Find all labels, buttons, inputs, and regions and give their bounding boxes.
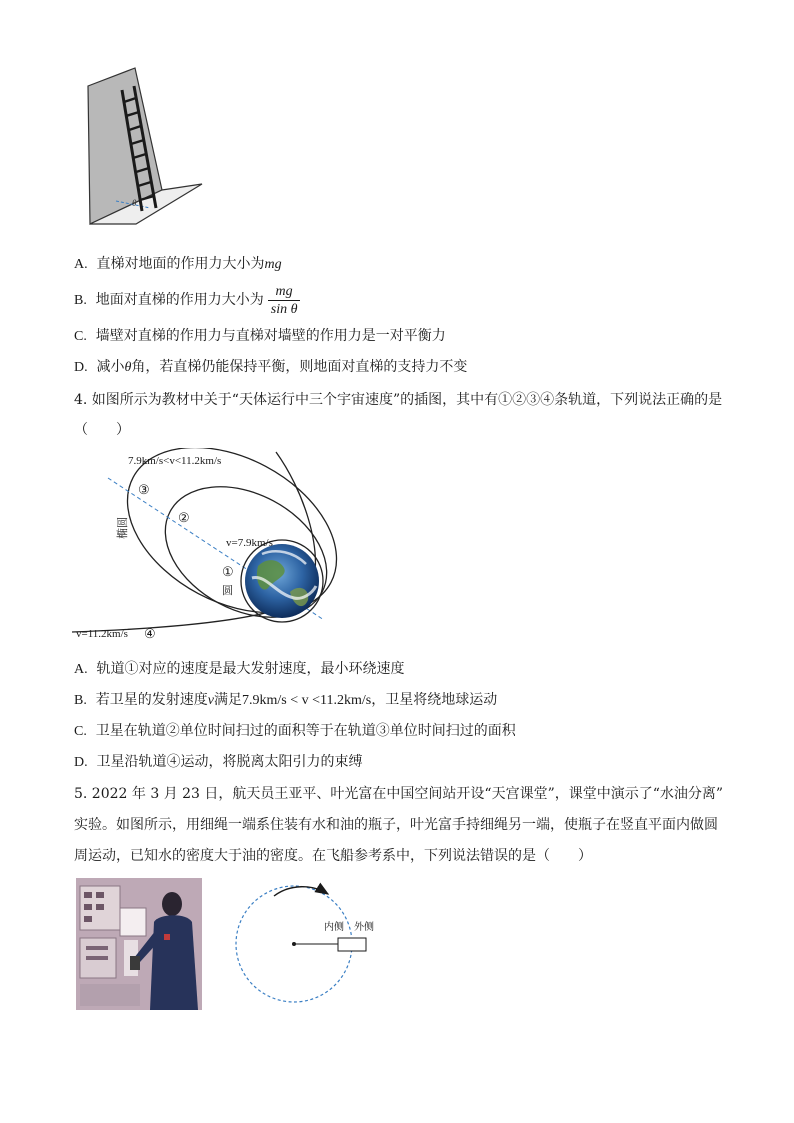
orbit-3-label: ③ bbox=[138, 482, 150, 497]
q5-stem-line3: 周运动，已知水的密度大于油的密度。在飞船参考系中，下列说法错误的是（ ） bbox=[74, 848, 592, 864]
theta-label: θ bbox=[132, 198, 137, 208]
ellipse-label: 椭圆 bbox=[116, 517, 129, 539]
speed-range-label: 7.9km/s<v<11.2km/s bbox=[128, 455, 222, 467]
q4-option-a: A. 轨道①对应的速度是最大发射速度，最小环绕速度 bbox=[74, 661, 405, 677]
q4-option-d: D. 卫星沿轨道④运动，将脱离太阳引力的束缚 bbox=[74, 754, 363, 770]
orbit-4-label: ④ bbox=[144, 626, 156, 641]
earth-image bbox=[245, 544, 319, 618]
bottle-box bbox=[338, 938, 366, 951]
v79-label: v=7.9km/s bbox=[226, 537, 273, 549]
v112-label: v=11.2km/s bbox=[76, 628, 128, 640]
orbit-2 bbox=[143, 460, 349, 643]
orbit-figure bbox=[62, 448, 352, 650]
inner-label: 内侧 bbox=[324, 922, 344, 933]
orbit-1-label: ① bbox=[222, 564, 234, 579]
ladder-figure bbox=[80, 66, 210, 226]
astronaut-photo bbox=[76, 878, 202, 1010]
circle-label: 圆 bbox=[222, 584, 233, 597]
q4-stem-bracket: （ ） bbox=[74, 422, 130, 438]
q4-option-b: B. 若卫星的发射速度v满足7.9km/s < v <11.2km/s，卫星将绕地球运动 bbox=[74, 692, 498, 708]
circular-motion-figure bbox=[232, 860, 382, 1010]
orbit-2-label: ② bbox=[178, 510, 190, 525]
q3-option-d: D. 减小θ角，若直梯仍能保持平衡，则地面对直梯的支持力不变 bbox=[74, 359, 468, 375]
fraction: $\frac{mg}{\text{sin θ}}$ bbox=[268, 283, 301, 318]
q5-stem-line1: 5. 2022 年 3 月 23 日，航天员王亚平、叶光富在中国空间站开设“天宫课堂”，课堂中演示了“水油分离” bbox=[74, 786, 724, 802]
q4-stem: 4. 如图所示为教材中关于“天体运行中三个宇宙速度”的插图，其中有①②③④条轨道，下列说法正确的是 bbox=[74, 392, 723, 408]
q3-option-c: C. 墙壁对直梯的作用力与直梯对墙壁的作用力是一对平衡力 bbox=[74, 328, 446, 344]
q4-option-c: C. 卫星在轨道②单位时间扫过的面积等于在轨道③单位时间扫过的面积 bbox=[74, 723, 516, 739]
q3-option-b: B. 地面对直梯的作用力大小为 $\frac{mg}{\text{sin θ}}$ bbox=[74, 282, 300, 319]
q5-stem-line2: 实验。如图所示，用细绳一端系住装有水和油的瓶子，叶光富手持细绳另一端，使瓶子在竖直平面内做圆 bbox=[74, 817, 718, 833]
rotation-arrow-icon bbox=[274, 887, 328, 896]
q3-option-a: A. 直梯对地面的作用力大小为mg bbox=[74, 256, 282, 272]
outer-label: 外侧 bbox=[354, 922, 374, 933]
